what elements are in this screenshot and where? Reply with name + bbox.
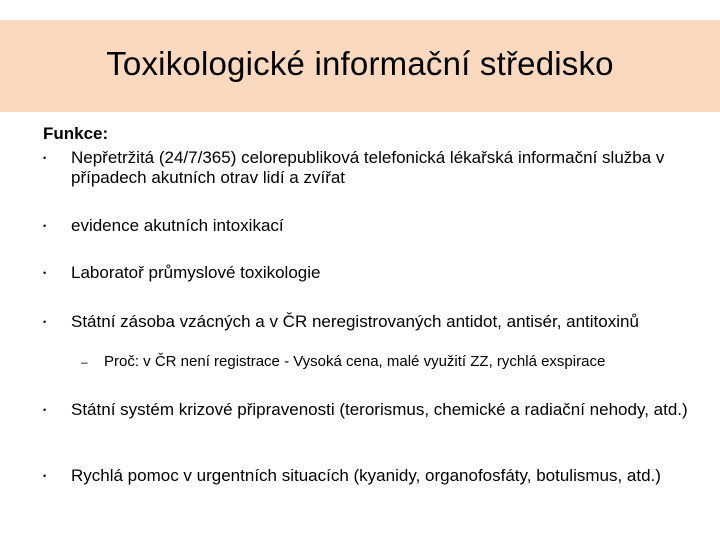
bullet-icon: • <box>43 268 47 278</box>
list-item-text: Laboratoř průmyslové toxikologie <box>71 263 321 282</box>
list-item <box>43 400 703 420</box>
bullet-icon: • <box>43 221 47 231</box>
list-item-text: evidence akutních intoxikací <box>71 216 284 235</box>
bullet-icon: • <box>43 317 47 327</box>
dash-icon: – <box>81 355 88 369</box>
list-item <box>43 466 703 486</box>
list-item <box>43 148 703 188</box>
bullet-icon: • <box>43 153 47 163</box>
bullet-icon: • <box>43 471 47 481</box>
list-item-text: Rychlá pomoc v urgentních situacích (kyanidy, organofosfáty, botulismus, atd.) <box>71 466 661 485</box>
list-item-text: Státní zásoba vzácných a v ČR neregistrovaných antidot, antisér, antitoxinů <box>71 312 639 331</box>
slide-title: Toxikologické informační středisko <box>106 45 614 82</box>
bullet-icon: • <box>43 405 47 415</box>
sub-list-item-text: Proč: v ČR není registrace - Vysoká cena, malé využití ZZ, rychlá exspirace <box>104 353 606 370</box>
list-item <box>43 216 703 236</box>
list-item <box>43 263 703 283</box>
sub-list-item <box>81 353 711 371</box>
title-bar <box>0 20 720 112</box>
list-item-text: Státní systém krizové připravenosti (terorismus, chemické a radiační nehody, atd.) <box>71 400 688 419</box>
list-item <box>43 312 703 332</box>
list-item-text: Nepřetržitá (24/7/365) celorepubliková telefonická lékařská informační služba v případech akutních otrav lidí a zvířat <box>71 148 665 187</box>
section-label: Funkce: <box>43 124 109 143</box>
